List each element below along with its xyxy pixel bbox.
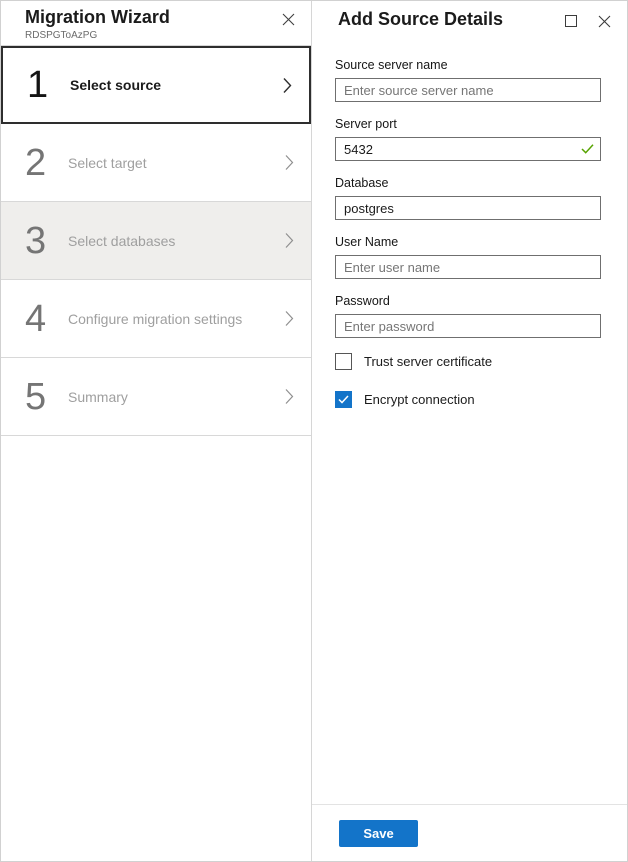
field-server-port xyxy=(335,117,601,161)
step-label: Summary xyxy=(68,388,128,405)
step-select-source[interactable] xyxy=(1,46,311,124)
user-name-input[interactable] xyxy=(335,255,601,279)
steps-list xyxy=(1,46,311,436)
add-source-details-panel xyxy=(312,1,627,861)
server-port-input[interactable] xyxy=(335,137,601,161)
wizard-subtitle: RDSPGToAzPG xyxy=(25,30,98,41)
maximize-icon[interactable] xyxy=(563,13,579,29)
checkbox-label: Encrypt connection xyxy=(364,392,475,407)
field-password xyxy=(335,294,601,338)
chevron-right-icon xyxy=(284,310,294,327)
source-server-name-input[interactable] xyxy=(335,78,601,102)
save-button[interactable]: Save xyxy=(339,820,418,847)
checkbox-checked-icon xyxy=(335,391,352,408)
step-number: 5 xyxy=(25,375,47,418)
field-label: Password xyxy=(335,294,390,308)
add-source-header xyxy=(312,1,627,47)
password-input[interactable] xyxy=(335,314,601,338)
step-label: Select source xyxy=(70,77,162,93)
step-select-target[interactable] xyxy=(1,124,311,202)
step-number: 3 xyxy=(25,219,47,262)
step-summary[interactable] xyxy=(1,358,311,436)
step-number: 4 xyxy=(25,297,47,340)
chevron-right-icon xyxy=(284,232,294,249)
field-label: Database xyxy=(335,176,389,190)
step-select-databases[interactable] xyxy=(1,202,311,280)
checkbox-label: Trust server certificate xyxy=(364,354,493,369)
source-details-form xyxy=(312,47,627,804)
field-source-server-name xyxy=(335,58,601,102)
checkbox-unchecked-icon xyxy=(335,353,352,370)
field-label: User Name xyxy=(335,235,399,249)
chevron-right-icon xyxy=(284,388,294,405)
close-icon[interactable] xyxy=(279,10,297,28)
step-label: Select target xyxy=(68,154,147,171)
field-database xyxy=(335,176,601,220)
chevron-right-icon xyxy=(284,154,294,171)
step-number: 1 xyxy=(27,64,49,106)
step-label: Configure migration settings xyxy=(68,310,243,327)
database-input[interactable] xyxy=(335,196,601,220)
valid-check-icon xyxy=(581,144,594,155)
field-label: Source server name xyxy=(335,58,448,72)
wizard-header xyxy=(1,1,311,46)
panel-title: Add Source Details xyxy=(338,9,504,29)
form-footer xyxy=(312,804,627,861)
field-user-name xyxy=(335,235,601,279)
wizard-steps-panel xyxy=(1,1,312,861)
trust-server-certificate-checkbox[interactable] xyxy=(335,353,601,370)
step-configure-migration-settings[interactable] xyxy=(1,280,311,358)
encrypt-connection-checkbox[interactable] xyxy=(335,391,601,408)
close-icon[interactable] xyxy=(596,13,612,29)
wizard-title: Migration Wizard xyxy=(25,7,170,27)
step-number: 2 xyxy=(25,141,47,184)
field-label: Server port xyxy=(335,117,397,131)
chevron-right-icon xyxy=(282,77,292,94)
step-label: Select databases xyxy=(68,232,176,249)
